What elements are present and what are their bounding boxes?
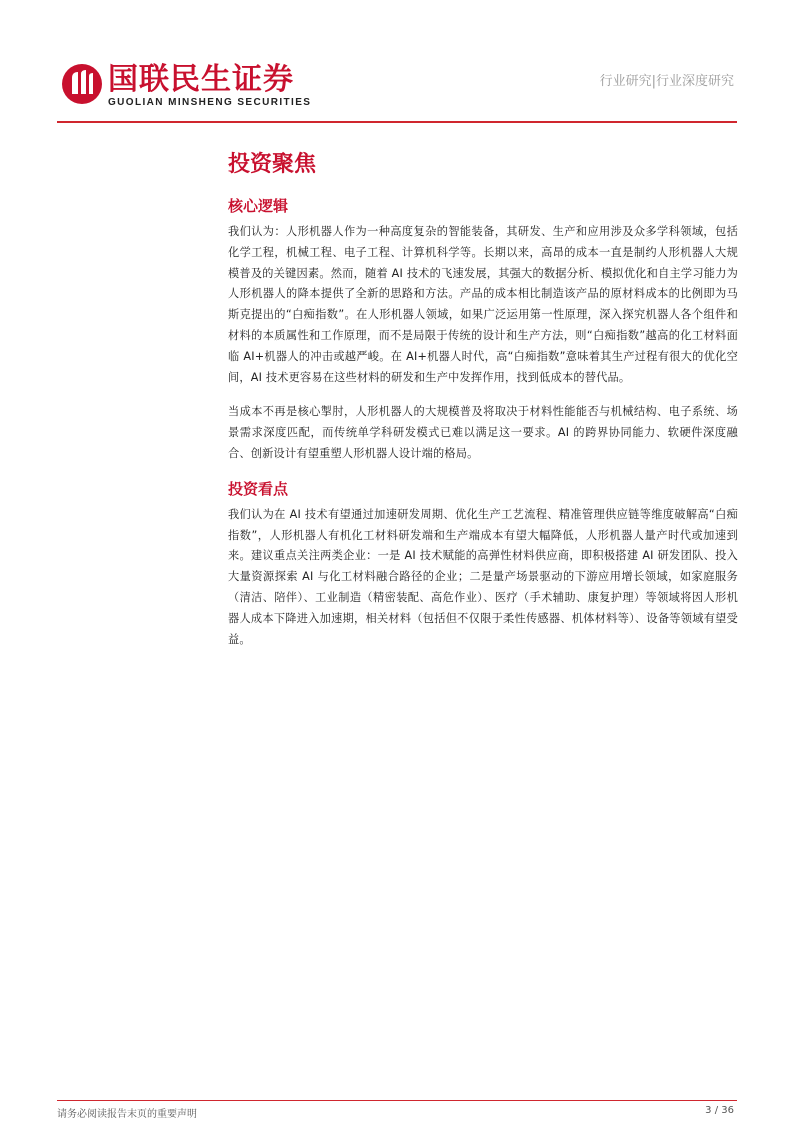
section-investment-highlights xyxy=(228,479,738,651)
guolian-minsheng-logo-icon xyxy=(60,62,104,106)
footer-divider xyxy=(57,1100,737,1101)
paragraph: 我们认为在 AI 技术有望通过加速研发周期、优化生产工艺流程、精准管理供应链等维度破解高“白痴指数”，人形机器人有机化工材料研发端和生产端成本有望大幅降低，人形机器人量产时代或加速到来。建议重点关注两类企业：一是 AI 技术赋能的高弹性材料供应商，即积极搭建 AI 研发团队、投入大量资源探索 AI 与化工材料融合路径的企业；二是量产场景驱动的下游应用增长领域，如家庭服务（清洁、陪伴）、工业制造（精密装配、高危作业）、医疗（手术辅助、康复护理）等领域将因人形机器人成本下降进入加速期，相关材料（包括但不仅限于柔性传感器、机体材料等）、设备等领域有望受益。 xyxy=(228,507,738,646)
paragraph: 我们认为：人形机器人作为一种高度复杂的智能装备，其研发、生产和应用涉及众多学科领域，包括化学工程，机械工程、电子工程、计算机科学等。长期以来，高昂的成本一直是制约人形机器人大规模普及的关键因素。然而，随着 AI 技术的飞速发展，其强大的数据分析、模拟优化和自主学习能力为人形机器人的降本提供了全新的思路和方法。产品的成本相比制造该产品的原材料成本的比例即为马斯克提出的“白痴指数”。在人形机器人领域，如果广泛运用第一性原理，深入探究机器人各个组件和材料的本质属性和工作原理，而不是局限于传统的设计和生产方法，则“白痴指数”越高的化工材料面临 AI+机器人的冲击或越严峻。在 AI+机器人时代，高“白痴指数”意味着其生产过程有很大的优化空间，AI 技术更容易在这些材料的研发和生产中发挥作用，找到低成本的替代品。 xyxy=(228,225,738,384)
section-core-logic xyxy=(228,196,738,465)
footer-disclaimer: 请务必阅读报告末页的重要声明 xyxy=(57,1109,197,1120)
section-heading: 核心逻辑 xyxy=(228,197,289,215)
page-header xyxy=(0,0,794,130)
header-divider xyxy=(57,121,737,123)
paragraph: 当成本不再是核心掣肘，人形机器人的大规模普及将取决于材料性能能否与机械结构、电子系统、场景需求深度匹配，而传统单学科研发模式已难以满足这一要求。AI 的跨界协同能力、软硬件深度融合、创新设计有望重塑人形机器人设计端的格局。 xyxy=(228,405,738,460)
page-title: 投资聚焦 xyxy=(228,152,317,177)
page-number: 3 / 36 xyxy=(705,1105,734,1116)
section-heading: 投资看点 xyxy=(228,479,289,498)
main-content xyxy=(228,150,738,661)
report-type-label: 行业研究|行业深度研究 xyxy=(599,74,734,89)
logo-english-name: GUOLIAN MINSHENG SECURITIES xyxy=(108,97,312,108)
logo-chinese-name: 国联民生证券 xyxy=(108,62,294,97)
